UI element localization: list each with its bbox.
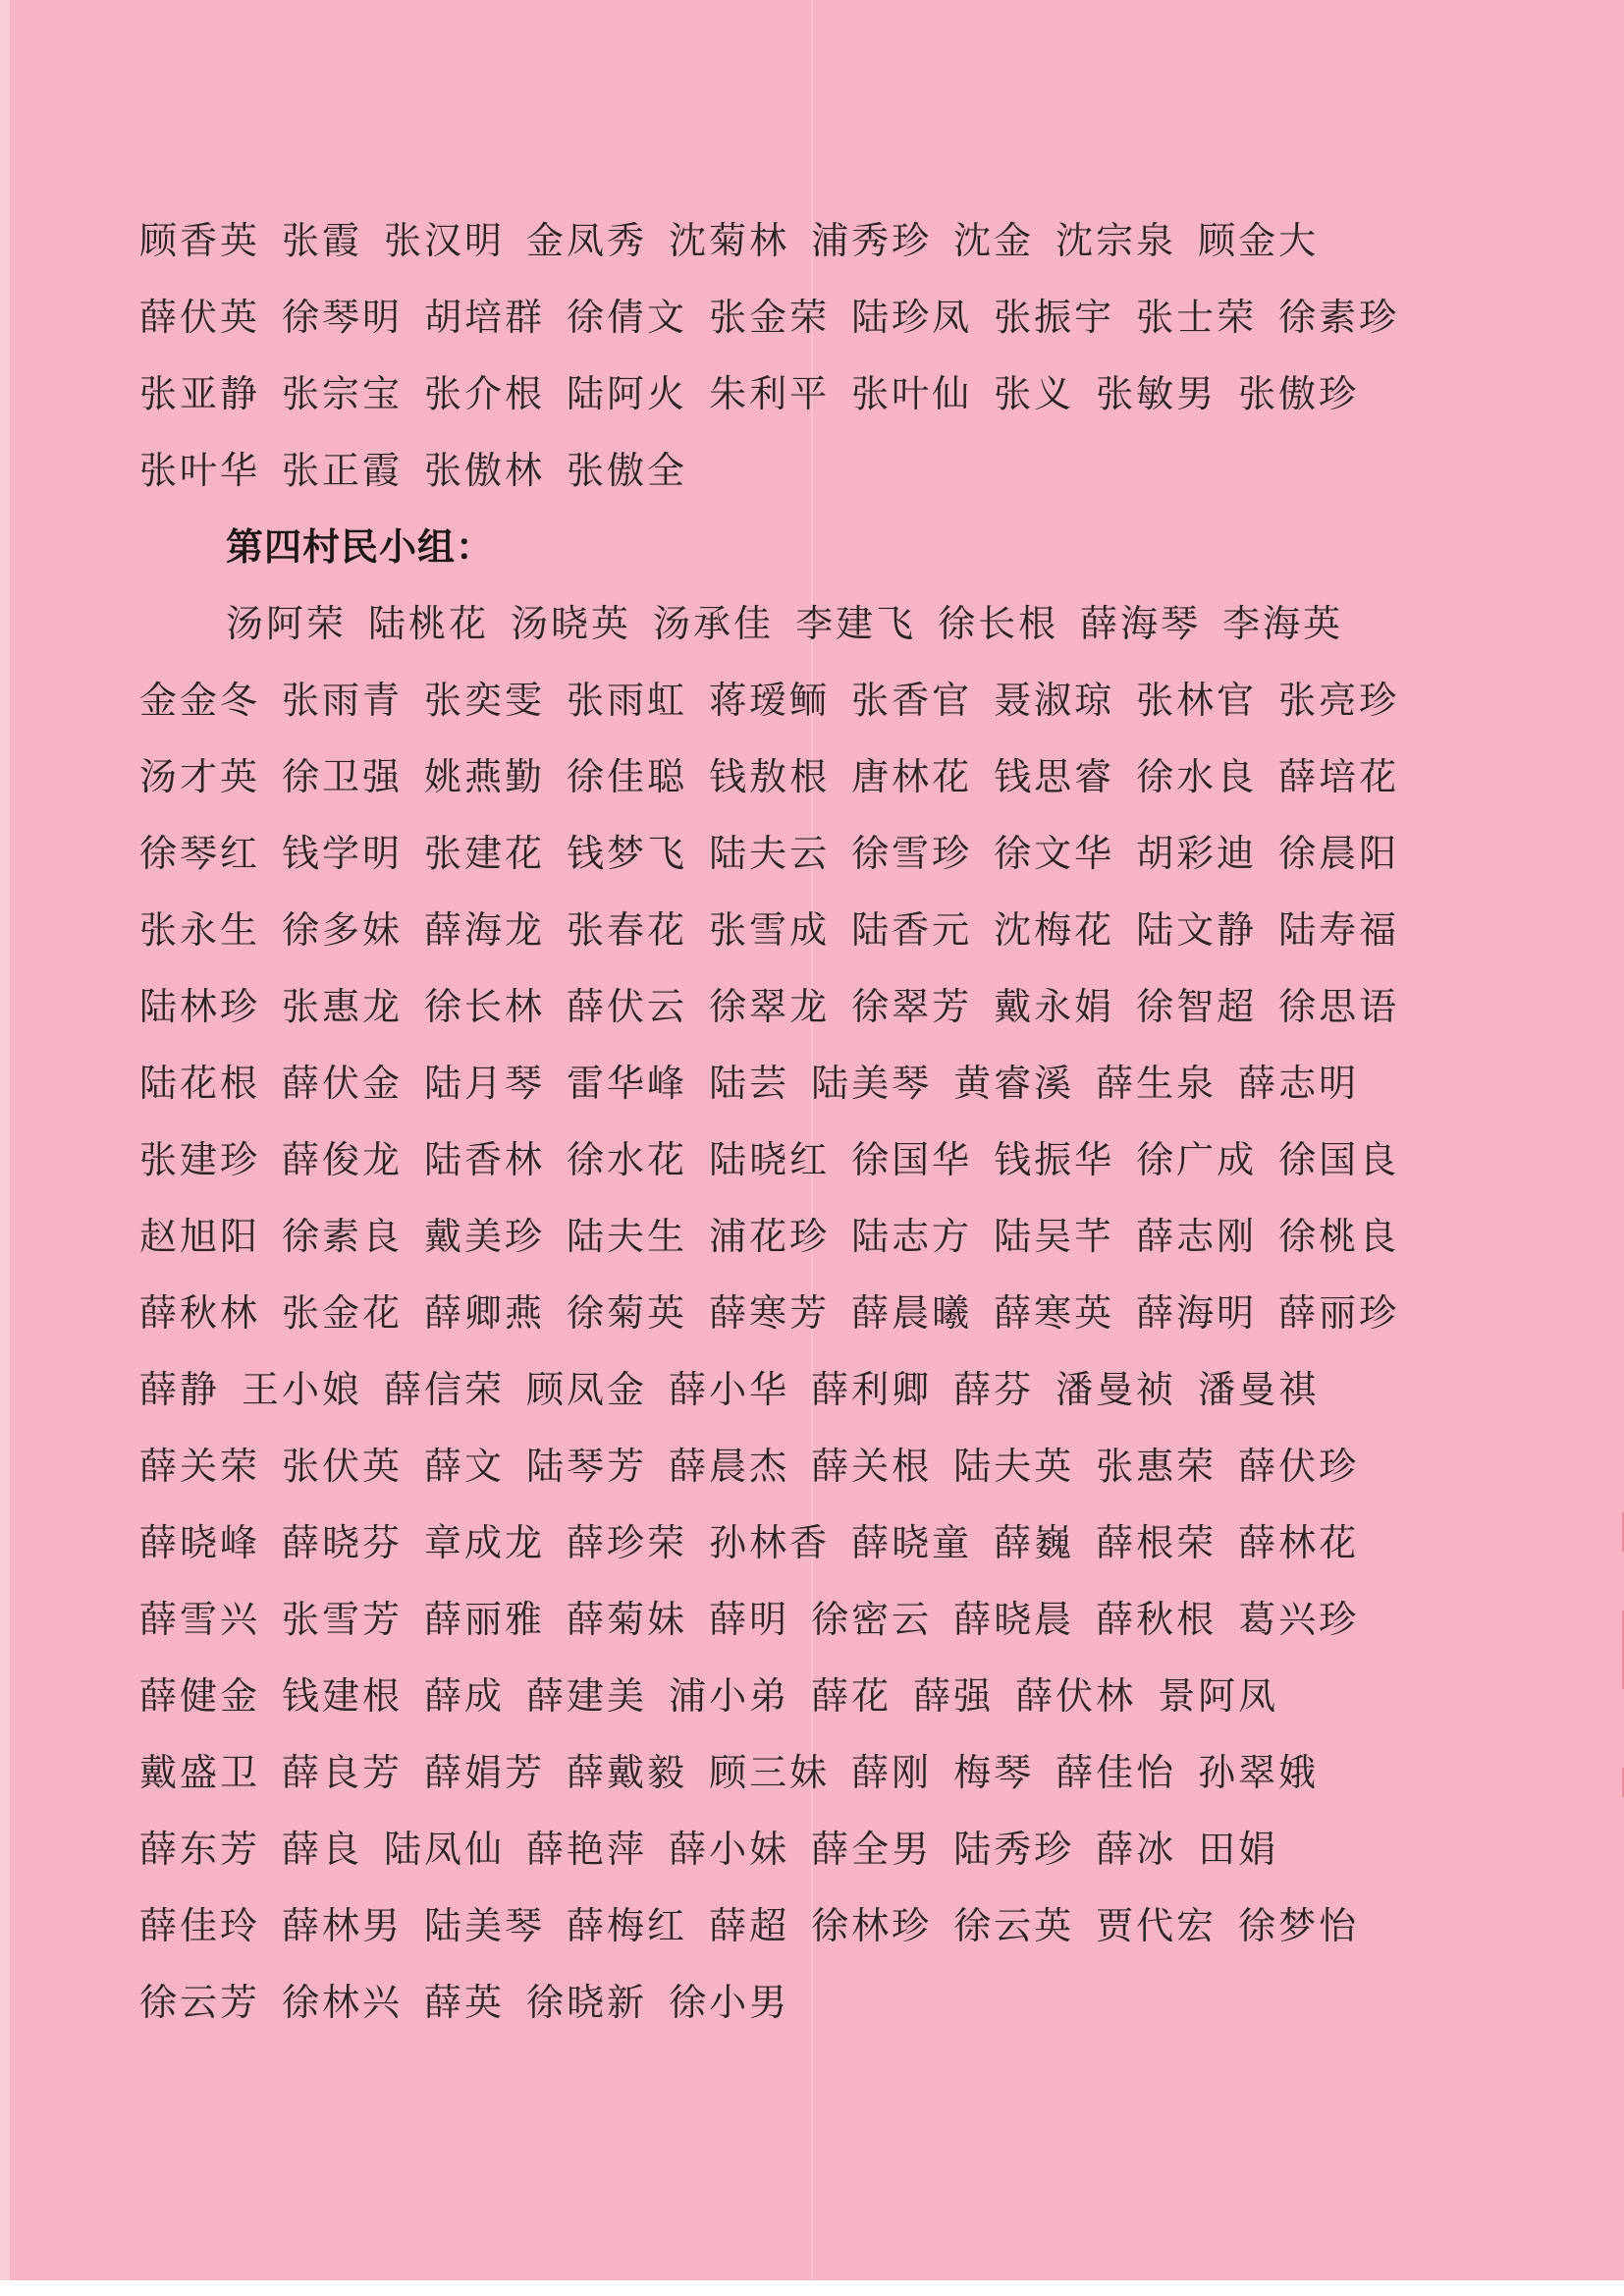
person-name: 徐智超 (1136, 985, 1258, 1028)
person-name: 金凤秀 (526, 219, 648, 262)
person-name: 顾金大 (1198, 219, 1320, 262)
seal-fragment (1598, 1611, 1624, 1689)
person-name: 张正霞 (282, 449, 404, 492)
person-name: 徐长林 (424, 985, 546, 1028)
person-name: 戴美珍 (424, 1215, 546, 1258)
person-name: 张香官 (851, 679, 973, 722)
person-name: 陆夫生 (567, 1215, 688, 1258)
person-name: 陆花根 (139, 1062, 261, 1105)
person-name: 张宗宝 (282, 372, 404, 415)
person-name: 徐多妹 (282, 908, 404, 952)
person-name: 薛良 (282, 1828, 363, 1871)
name-line (139, 591, 1504, 668)
person-name: 姚燕勤 (424, 755, 546, 798)
person-name: 钱学明 (282, 832, 404, 875)
person-name: 薛志明 (1238, 1062, 1360, 1105)
person-name: 陆夫云 (709, 832, 831, 875)
person-name: 张汉明 (384, 219, 506, 262)
person-name: 金金冬 (139, 679, 261, 722)
person-name: 张傲珍 (1238, 372, 1360, 415)
person-name: 薛成 (424, 1674, 506, 1718)
person-name: 薛关荣 (139, 1445, 261, 1488)
person-name: 钱建根 (282, 1674, 404, 1718)
person-name: 薛静 (139, 1368, 221, 1411)
person-name: 陆寿福 (1278, 908, 1400, 952)
person-name: 张雨虹 (567, 679, 688, 722)
person-name: 胡培群 (424, 296, 546, 339)
person-name: 张叶华 (139, 449, 261, 492)
person-name: 张雪芳 (282, 1598, 404, 1641)
person-name: 薛晓芬 (282, 1521, 404, 1564)
name-line (139, 744, 1504, 821)
person-name: 张振宇 (994, 296, 1115, 339)
person-name: 陆月琴 (424, 1062, 546, 1105)
person-name: 贾代宏 (1096, 1904, 1218, 1947)
name-line (139, 1204, 1504, 1281)
person-name: 蒋瑷鲕 (709, 679, 831, 722)
person-name: 徐长根 (938, 602, 1059, 645)
person-name: 张霞 (282, 219, 363, 262)
name-list (139, 208, 1504, 2047)
person-name: 徐云芳 (139, 1981, 261, 2024)
person-name: 薛刚 (851, 1751, 933, 1794)
person-name: 陆香元 (851, 908, 973, 952)
person-name: 薛芬 (953, 1368, 1035, 1411)
person-name: 陆文静 (1136, 908, 1258, 952)
person-name: 张建珍 (139, 1138, 261, 1181)
person-name: 薛花 (811, 1674, 893, 1718)
person-name: 徐国良 (1278, 1138, 1400, 1181)
person-name: 陆美琴 (424, 1904, 546, 1947)
name-line (139, 1664, 1504, 1740)
person-name: 雷华峰 (567, 1062, 688, 1105)
person-name: 张伏英 (282, 1445, 404, 1488)
person-name: 薛伏林 (1015, 1674, 1137, 1718)
name-line (139, 285, 1504, 361)
person-name: 孙林香 (709, 1521, 831, 1564)
person-name: 薛林花 (1238, 1521, 1360, 1564)
person-name: 顾凤金 (526, 1368, 648, 1411)
person-name: 徐佳聪 (567, 755, 688, 798)
person-name: 浦小弟 (669, 1674, 790, 1718)
person-name: 张亮珍 (1278, 679, 1400, 722)
name-line (139, 1510, 1504, 1587)
person-name: 薛巍 (994, 1521, 1075, 1564)
person-name: 徐思语 (1278, 985, 1400, 1028)
person-name: 浦秀珍 (811, 219, 933, 262)
person-name: 薛秋根 (1096, 1598, 1218, 1641)
person-name: 钱振华 (994, 1138, 1115, 1181)
person-name: 孙翠娥 (1198, 1751, 1320, 1794)
person-name: 张雪成 (709, 908, 831, 952)
person-name: 薛秋林 (139, 1291, 261, 1335)
person-name: 张奕雯 (424, 679, 546, 722)
person-name: 潘曼祯 (1056, 1368, 1177, 1411)
person-name: 陆琴芳 (526, 1445, 648, 1488)
person-name: 张叶仙 (851, 372, 973, 415)
person-name: 陆美琴 (811, 1062, 933, 1105)
person-name: 薛伏珍 (1238, 1445, 1360, 1488)
person-name: 徐梦怡 (1238, 1904, 1360, 1947)
person-name: 陆桃花 (368, 602, 490, 645)
person-name: 沈菊林 (669, 219, 790, 262)
person-name: 沈梅花 (994, 908, 1115, 952)
person-name: 张惠龙 (282, 985, 404, 1028)
person-name: 薛东芳 (139, 1828, 261, 1871)
person-name: 张义 (994, 372, 1075, 415)
person-name: 章成龙 (424, 1521, 546, 1564)
person-name: 陆吴芊 (994, 1215, 1115, 1258)
group4-heading: 第四村民小组： (226, 525, 495, 569)
person-name: 薛梅红 (567, 1904, 688, 1947)
person-name: 张雨青 (282, 679, 404, 722)
person-name: 胡彩迪 (1136, 832, 1258, 875)
person-name: 顾香英 (139, 219, 261, 262)
person-name: 陆凤仙 (384, 1828, 506, 1871)
person-name: 薛寒芳 (709, 1291, 831, 1335)
person-name: 沈金 (953, 219, 1035, 262)
name-line (139, 668, 1504, 744)
person-name: 徐国华 (851, 1138, 973, 1181)
person-name: 薛伏云 (567, 985, 688, 1028)
group4-names (139, 591, 1504, 2047)
person-name: 薛菊妹 (567, 1598, 688, 1641)
person-name: 徐云英 (953, 1904, 1075, 1947)
person-name: 徐翠芳 (851, 985, 973, 1028)
person-name: 薛文 (424, 1445, 506, 1488)
person-name: 徐晨阳 (1278, 832, 1400, 875)
person-name: 钱梦飞 (567, 832, 688, 875)
scan-border (0, 2280, 1624, 2296)
person-name: 顾三妹 (709, 1751, 831, 1794)
person-name: 张金花 (282, 1291, 404, 1335)
person-name: 薛戴毅 (567, 1751, 688, 1794)
person-name: 张敏男 (1096, 372, 1218, 415)
person-name: 薛丽珍 (1278, 1291, 1400, 1335)
person-name: 徐水良 (1136, 755, 1258, 798)
person-name: 张永生 (139, 908, 261, 952)
person-name: 朱利平 (709, 372, 831, 415)
person-name: 薛丽雅 (424, 1598, 546, 1641)
name-line (139, 1970, 1504, 2047)
name-line (139, 1051, 1504, 1127)
person-name: 徐素良 (282, 1215, 404, 1258)
person-name: 李海英 (1222, 602, 1344, 645)
person-name: 薛娟芳 (424, 1751, 546, 1794)
name-line (139, 361, 1504, 438)
person-name: 聂淑琼 (994, 679, 1115, 722)
person-name: 潘曼祺 (1198, 1368, 1320, 1411)
person-name: 薛培花 (1278, 755, 1400, 798)
person-name: 薛全男 (811, 1828, 933, 1871)
person-name: 薛佳玲 (139, 1904, 261, 1947)
person-name: 徐桃良 (1278, 1215, 1400, 1258)
person-name: 薛关根 (811, 1445, 933, 1488)
name-line (139, 208, 1504, 285)
person-name: 徐翠龙 (709, 985, 831, 1028)
person-name: 徐晓新 (526, 1981, 648, 2024)
name-line (139, 1434, 1504, 1510)
person-name: 黄睿溪 (953, 1062, 1075, 1105)
person-name: 徐卫强 (282, 755, 404, 798)
person-name: 陆珍凤 (851, 296, 973, 339)
person-name: 薛健金 (139, 1674, 261, 1718)
person-name: 陆晓红 (709, 1138, 831, 1181)
name-line (139, 438, 1504, 515)
seal-fragment (1598, 1768, 1624, 1797)
person-name: 薛寒英 (994, 1291, 1115, 1335)
person-name: 薛冰 (1096, 1828, 1177, 1871)
person-name: 徐密云 (811, 1598, 933, 1641)
person-name: 徐雪珍 (851, 832, 973, 875)
person-name: 张傲全 (567, 449, 688, 492)
person-name: 薛佳怡 (1056, 1751, 1177, 1794)
person-name: 徐广成 (1136, 1138, 1258, 1181)
person-name: 薛晓晨 (953, 1598, 1075, 1641)
name-line (139, 1740, 1504, 1817)
person-name: 戴永娟 (994, 985, 1115, 1028)
person-name: 钱思睿 (994, 755, 1115, 798)
person-name: 张金荣 (709, 296, 831, 339)
person-name: 薛建美 (526, 1674, 648, 1718)
person-name: 薛明 (709, 1598, 790, 1641)
name-line (139, 1127, 1504, 1204)
person-name: 张惠荣 (1096, 1445, 1218, 1488)
person-name: 徐素珍 (1278, 296, 1400, 339)
person-name: 徐林兴 (282, 1981, 404, 2024)
person-name: 陆夫英 (953, 1445, 1075, 1488)
person-name: 陆秀珍 (953, 1828, 1075, 1871)
person-name: 张傲林 (424, 449, 546, 492)
person-name: 景阿凤 (1158, 1674, 1279, 1718)
person-name: 薛伏金 (282, 1062, 404, 1105)
person-name: 陆香林 (424, 1138, 546, 1181)
name-line (139, 974, 1504, 1051)
person-name: 陆芸 (709, 1062, 790, 1105)
person-name: 张士荣 (1136, 296, 1258, 339)
name-line (139, 1357, 1504, 1434)
person-name: 戴盛卫 (139, 1751, 261, 1794)
person-name: 薛信荣 (384, 1368, 506, 1411)
person-name: 徐文华 (994, 832, 1115, 875)
person-name: 徐琴明 (282, 296, 404, 339)
person-name: 薛小妹 (669, 1828, 790, 1871)
person-name: 薛海明 (1136, 1291, 1258, 1335)
person-name: 张林官 (1136, 679, 1258, 722)
person-name: 薛晨杰 (669, 1445, 790, 1488)
person-name: 浦花珍 (709, 1215, 831, 1258)
person-name: 张春花 (567, 908, 688, 952)
name-line (139, 821, 1504, 898)
name-line (139, 898, 1504, 974)
person-name: 薛俊龙 (282, 1138, 404, 1181)
person-name: 徐水花 (567, 1138, 688, 1181)
person-name: 薛卿燕 (424, 1291, 546, 1335)
person-name: 薛海琴 (1080, 602, 1202, 645)
person-name: 薛利卿 (811, 1368, 933, 1411)
person-name: 田娟 (1198, 1828, 1279, 1871)
person-name: 陆林珍 (139, 985, 261, 1028)
person-name: 薛小华 (669, 1368, 790, 1411)
person-name: 汤才英 (139, 755, 261, 798)
person-name: 梅琴 (953, 1751, 1035, 1794)
person-name: 李建飞 (795, 602, 917, 645)
seal-fragment (1598, 1512, 1624, 1552)
name-line (139, 1817, 1504, 1893)
person-name: 薛艳萍 (526, 1828, 648, 1871)
person-name: 徐菊英 (567, 1291, 688, 1335)
person-name: 薛英 (424, 1981, 506, 2024)
person-name: 薛生泉 (1096, 1062, 1218, 1105)
person-name: 葛兴珍 (1238, 1598, 1360, 1641)
person-name: 薛根荣 (1096, 1521, 1218, 1564)
person-name: 薛海龙 (424, 908, 546, 952)
person-name: 钱敖根 (709, 755, 831, 798)
group3-names (139, 208, 1504, 515)
name-line (139, 1893, 1504, 1970)
person-name: 汤阿荣 (226, 602, 348, 645)
person-name: 徐小男 (669, 1981, 790, 2024)
person-name: 薛强 (913, 1674, 995, 1718)
person-name: 薛晨曦 (851, 1291, 973, 1335)
person-name: 王小娘 (242, 1368, 363, 1411)
person-name: 薛良芳 (282, 1751, 404, 1794)
person-name: 汤晓英 (511, 602, 632, 645)
person-name: 陆志方 (851, 1215, 973, 1258)
person-name: 赵旭阳 (139, 1215, 261, 1258)
person-name: 薛林男 (282, 1904, 404, 1947)
name-line (139, 1587, 1504, 1664)
person-name: 薛志刚 (1136, 1215, 1258, 1258)
person-name: 薛晓童 (851, 1521, 973, 1564)
person-name: 张亚静 (139, 372, 261, 415)
person-name: 薛伏英 (139, 296, 261, 339)
person-name: 徐林珍 (811, 1904, 933, 1947)
name-line (139, 1281, 1504, 1357)
person-name: 陆阿火 (567, 372, 688, 415)
person-name: 薛雪兴 (139, 1598, 261, 1641)
person-name: 薛晓峰 (139, 1521, 261, 1564)
person-name: 薛超 (709, 1904, 790, 1947)
page-edge (0, 0, 10, 2280)
person-name: 沈宗泉 (1056, 219, 1177, 262)
person-name: 张建花 (424, 832, 546, 875)
person-name: 徐倩文 (567, 296, 688, 339)
person-name: 徐琴红 (139, 832, 261, 875)
person-name: 汤承佳 (653, 602, 775, 645)
person-name: 唐林花 (851, 755, 973, 798)
person-name: 薛珍荣 (567, 1521, 688, 1564)
person-name: 张介根 (424, 372, 546, 415)
